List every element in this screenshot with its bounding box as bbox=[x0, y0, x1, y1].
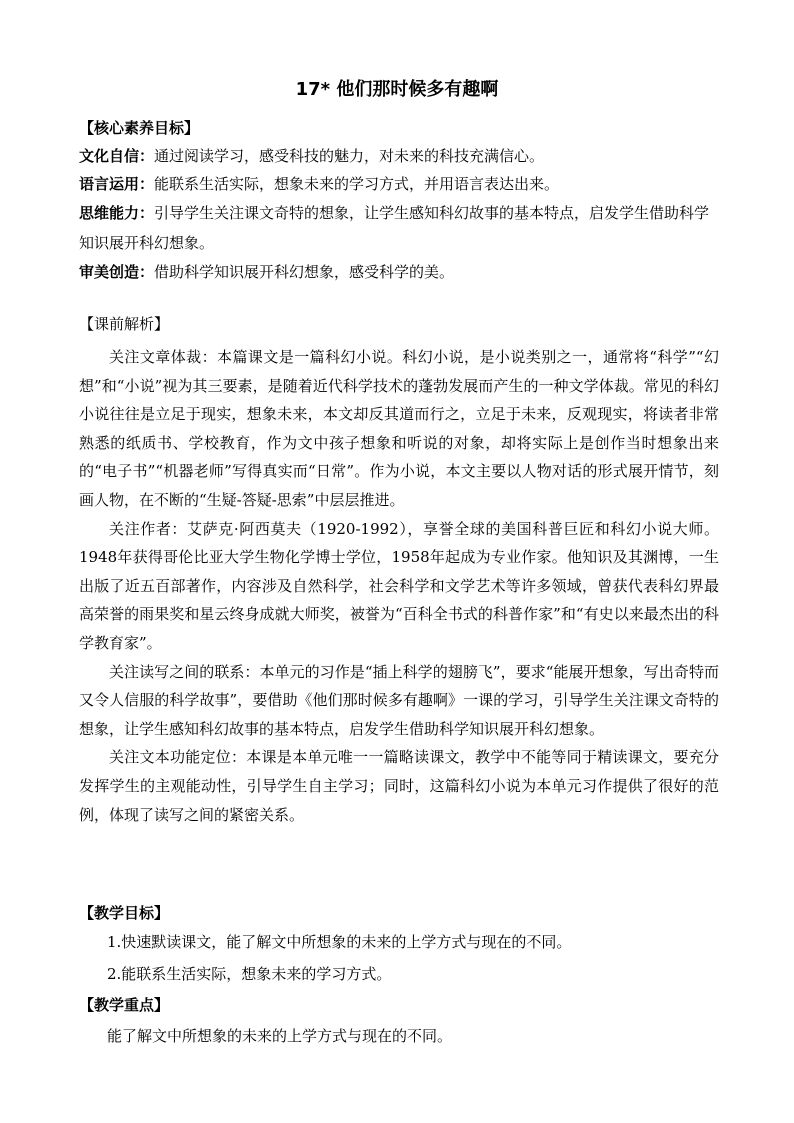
core-goal-item bbox=[79, 258, 719, 286]
core-goal-text: 借助科学知识展开科幻想象，感受科学的美。 bbox=[154, 263, 455, 281]
core-goals-section bbox=[79, 114, 719, 286]
core-goal-item bbox=[79, 198, 719, 258]
analysis-paragraph: 关注作者：艾萨克·阿西莫夫（1920-1992），享誉全球的美国科普巨匠和科幻小说大师。1948年获得哥伦比亚大学生物化学博士学位，1958年起成为专业作家。他知识及其渊博，一生出版了近五百部著作，内容涉及自然科学，社会科学和文学艺术等许多领域，曾获代表科幻界最高荣誉的雨果奖和星云终身成就大师奖，被誉为“百科全书式的科普作家”和“有史以来最杰出的科学教育家”。 bbox=[79, 519, 719, 652]
core-goal-label: 语言运用： bbox=[79, 175, 155, 193]
teaching-goal-item: 1.快速默读课文，能了解文中所想象的未来的上学方式与现在的不同。 bbox=[107, 933, 572, 951]
analysis-section bbox=[79, 343, 719, 829]
core-goal-item bbox=[79, 142, 719, 170]
key-points-heading: 【教学重点】 bbox=[79, 996, 170, 1014]
teaching-goals-heading: 【教学目标】 bbox=[79, 904, 170, 922]
teaching-goal-item: 2.能联系生活实际，想象未来的学习方式。 bbox=[107, 965, 392, 983]
core-goal-label: 审美创造： bbox=[79, 263, 155, 281]
analysis-paragraph: 关注文本功能定位：本课是本单元唯一一篇略读课文，教学中不能等同于精读课文，要充分发挥学生的主观能动性，引导学生自主学习；同时，这篇科幻小说为本单元习作提供了很好的范例，体现了读写之间的紧密关系。 bbox=[79, 748, 719, 824]
core-goal-label: 文化自信： bbox=[79, 147, 155, 165]
analysis-paragraph: 关注读写之间的联系：本单元的习作是“插上科学的翅膀飞”，要求“能展开想象，写出奇特而又令人信服的科学故事”，要借助《他们那时候多有趣啊》一课的学习，引导学生关注课文奇特的想象，让学生感知科幻故事的基本特点，启发学生借助科学知识展开科幻想象。 bbox=[79, 662, 719, 738]
core-goals-heading: 【核心素养目标】 bbox=[79, 119, 200, 137]
key-points-text: 能了解文中所想象的未来的上学方式与现在的不同。 bbox=[107, 1027, 453, 1045]
core-goal-text: 引导学生关注课文奇特的想象，让学生感知科幻故事的基本特点，启发学生借助科学知识展开科幻想象。 bbox=[79, 204, 710, 252]
document-title: 17* 他们那时候多有趣啊 bbox=[295, 79, 499, 100]
analysis-paragraph: 关注文章体裁：本篇课文是一篇科幻小说。科幻小说，是小说类别之一，通常将“科学”“幻想”和“小说”视为其三要素，是随着近代科学技术的蓬勃发展而产生的一种文学体裁。常见的科幻小说往往是立足于现实，想象未来，本文却反其道而行之，立足于未来，反观现实，将读者非常熟悉的纸质书、学校教育，作为文中孩子想象和听说的对象，却将实际上是创作当时想象出来的“电子书”“机器老师”写得真实而“日常”。作为小说，本文主要以人物对话的形式展开情节，刻画人物，在不断的“生疑-答疑-思索”中层层推进。 bbox=[79, 348, 719, 509]
core-goal-item bbox=[79, 170, 719, 198]
teaching-goals-section bbox=[79, 900, 719, 1052]
core-goal-label: 思维能力： bbox=[79, 204, 155, 222]
core-goal-text: 通过阅读学习，感受科技的魅力，对未来的科技充满信心。 bbox=[154, 147, 545, 165]
core-goal-text: 能联系生活实际，想象未来的学习方式，并用语言表达出来。 bbox=[154, 175, 560, 193]
analysis-heading: 【课前解析】 bbox=[79, 315, 170, 333]
